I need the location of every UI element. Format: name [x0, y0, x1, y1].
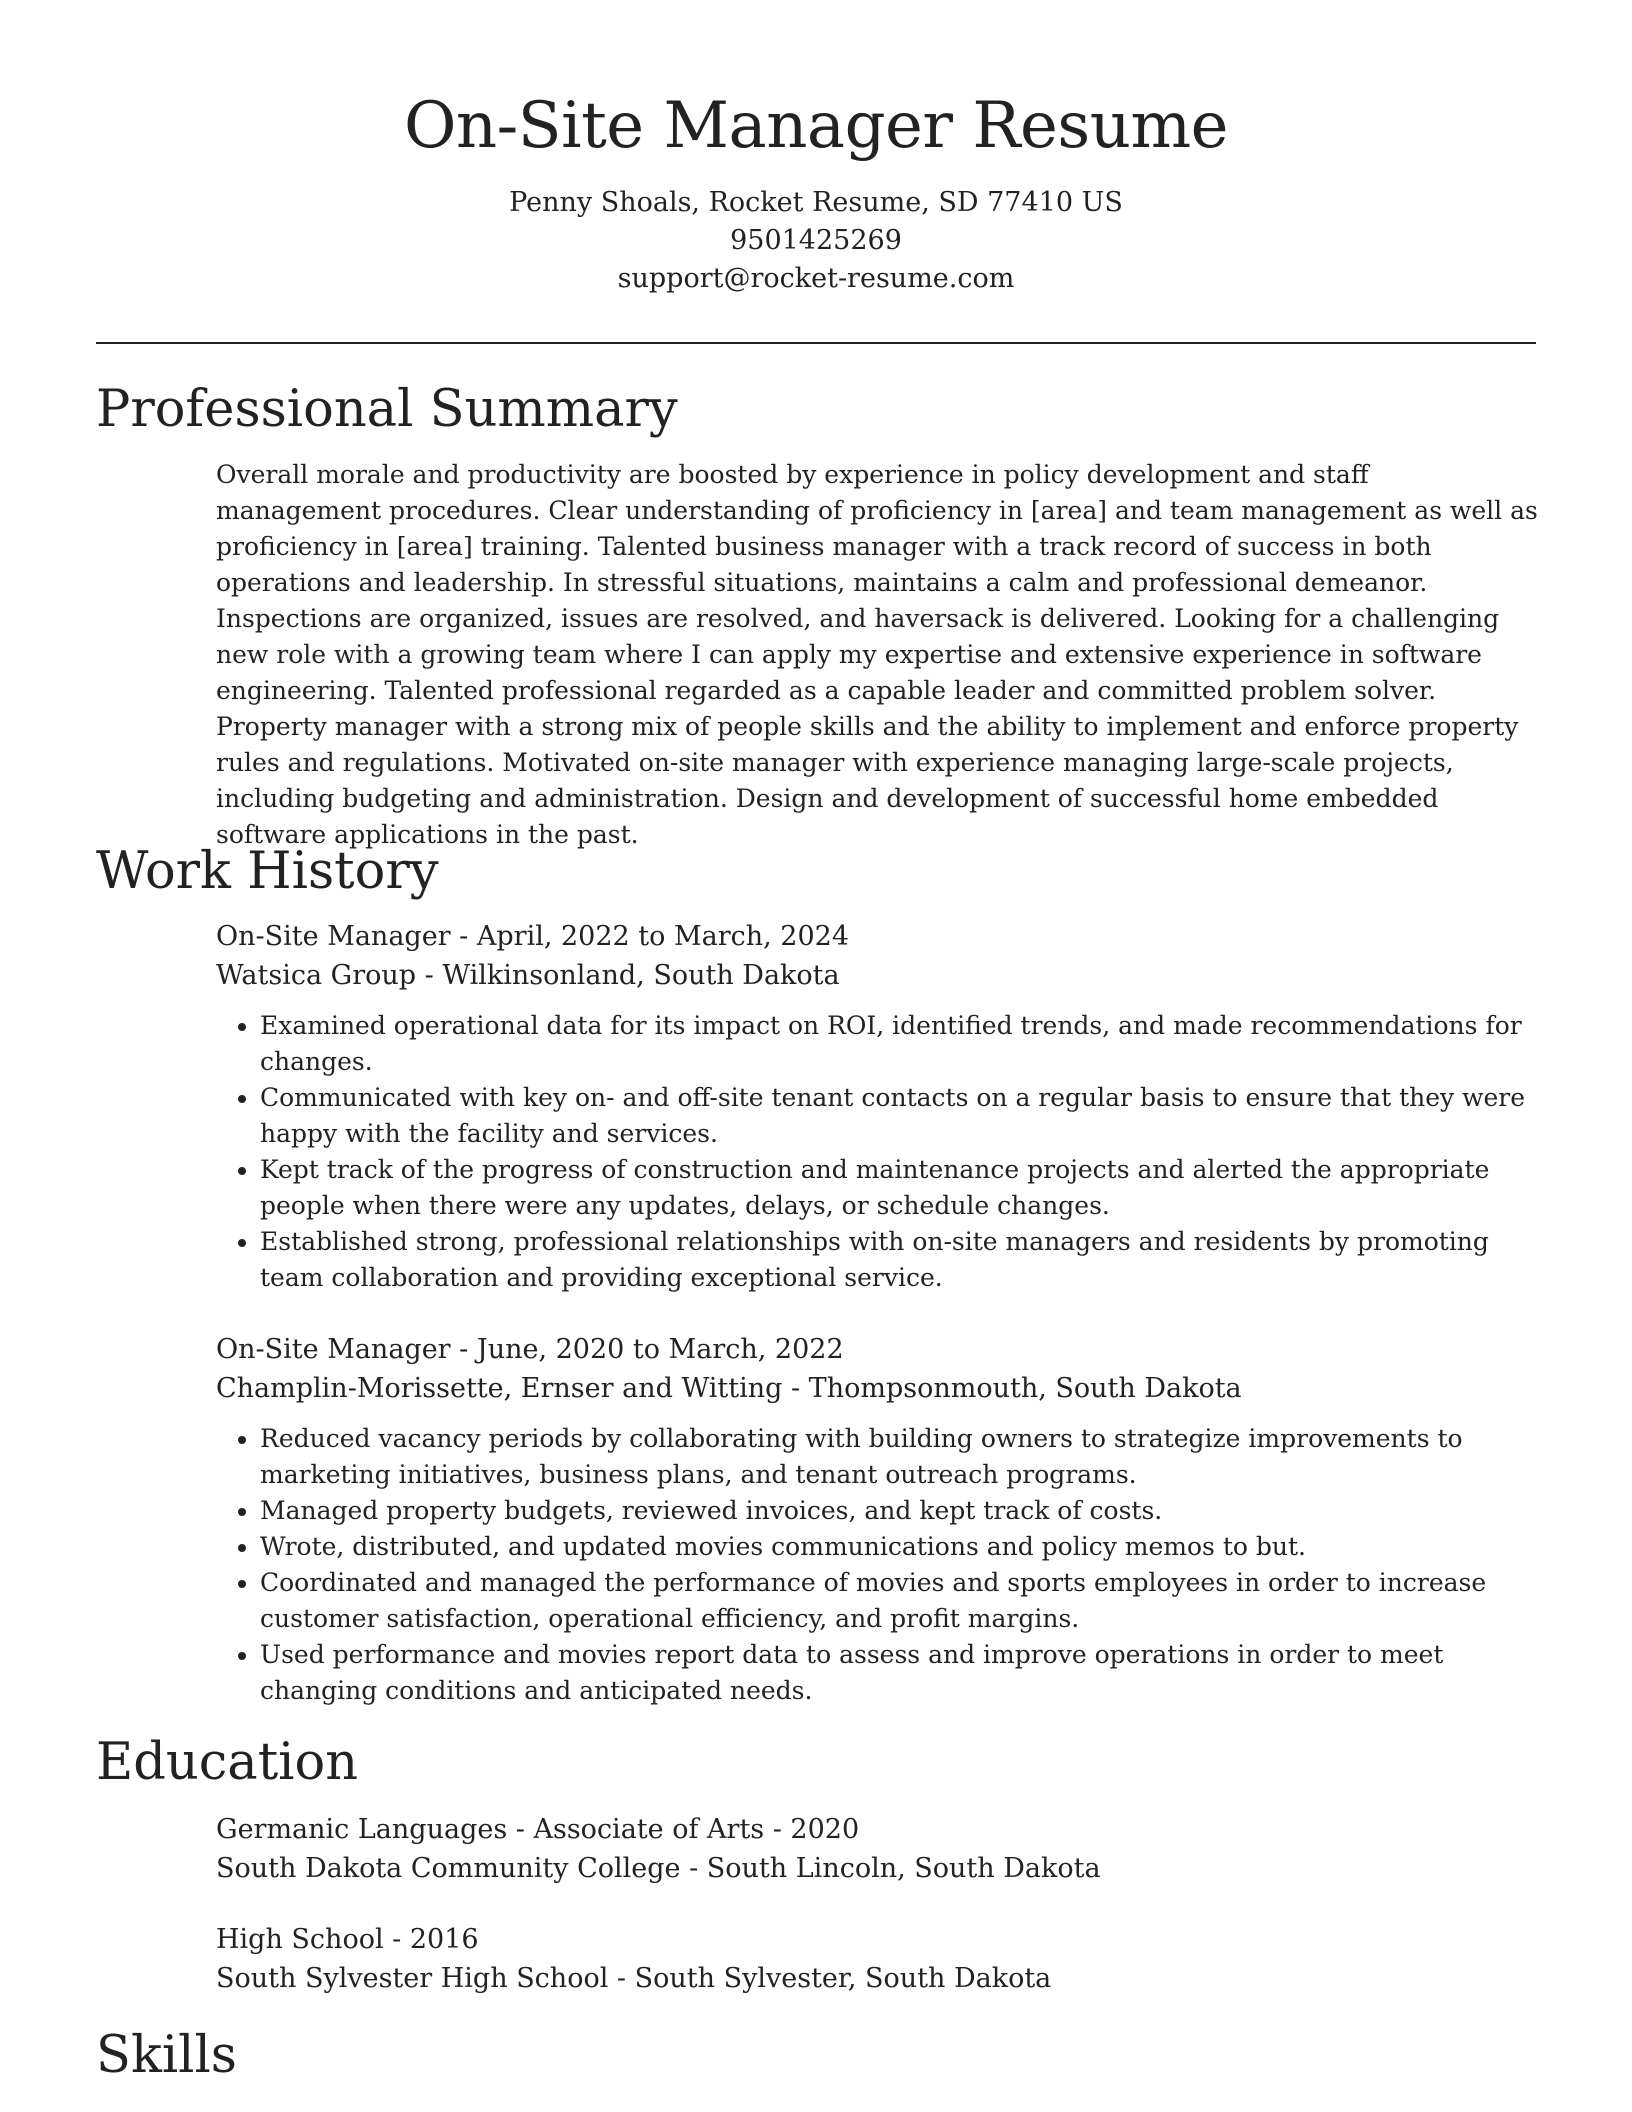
education-school: South Sylvester High School - South Sylvester, South Dakota	[216, 1963, 1052, 1994]
job-bullet: • Established strong, professional relationships with on-site managers and residents by promoting team collaboration and providing exceptional service.	[260, 1224, 1538, 1296]
contact-email: support@rocket-resume.com	[617, 263, 1015, 294]
education-school: South Dakota Community College - South Lincoln, South Dakota	[216, 1853, 1101, 1884]
contact-phone: 9501425269	[730, 225, 902, 256]
job-bullet: • Wrote, distributed, and updated movies communications and policy memos to but.	[260, 1529, 1538, 1565]
job-bullet: • Examined operational data for its impact on ROI, identified trends, and made recommendations for changes.	[260, 1008, 1538, 1080]
job-entry	[216, 917, 1538, 1296]
job-entry	[216, 1330, 1538, 1709]
section-title-work: Work History	[96, 842, 439, 901]
job-title: On-Site Manager - June, 2020 to March, 2022	[216, 1334, 844, 1365]
job-title: On-Site Manager - April, 2022 to March, 2024	[216, 921, 850, 952]
job-bullet: • Managed property budgets, reviewed invoices, and kept track of costs.	[260, 1493, 1538, 1529]
education-degree: Germanic Languages - Associate of Arts - 2020	[216, 1814, 860, 1845]
job-bullet: • Used performance and movies report data to assess and improve operations in order to meet changing conditions and anticipated needs.	[260, 1637, 1538, 1709]
education-degree: High School - 2016	[216, 1924, 479, 1955]
summary-text: Overall morale and productivity are boosted by experience in policy development and staff management procedures. Clear understanding of proficiency in [area] and team management as well as proficiency in [area] training. Talented business manager with a track record of success in both operations and leadership. In stressful situations, maintains a calm and professional demeanor. Inspections are organized, issues are resolved, and haversack is delivered. Looking for a challenging new role with a growing team where I can apply my expertise and extensive experience in software engineering. Talented professional regarded as a capable leader and committed problem solver. Property manager with a strong mix of people skills and the ability to implement and enforce property rules and regulations. Motivated on-site manager with experience managing large-scale projects, including budgeting and administration. Design and development of successful home embedded software applications in the past.	[216, 460, 1538, 849]
job-bullet: • Kept track of the progress of construction and maintenance projects and alerted the appropriate people when there were any updates, delays, or schedule changes.	[260, 1152, 1538, 1224]
education-entry	[216, 1810, 1538, 1888]
resume-header	[96, 80, 1536, 298]
section-title-summary: Professional Summary	[96, 380, 678, 439]
job-company: Watsica Group - Wilkinsonland, South Dakota	[216, 960, 840, 991]
job-company: Champlin-Morissette, Ernser and Witting - Thompsonmouth, South Dakota	[216, 1373, 1242, 1404]
job-bullets	[216, 1008, 1538, 1296]
education-entry	[216, 1920, 1538, 1998]
section-title-education: Education	[96, 1733, 359, 1792]
contact-info	[96, 184, 1536, 298]
job-bullet: • Coordinated and managed the performance of movies and sports employees in order to increase customer satisfaction, operational efficiency, and profit margins.	[260, 1565, 1538, 1637]
resume-title: On-Site Manager Resume	[403, 89, 1229, 163]
job-bullet: • Communicated with key on- and off-site tenant contacts on a regular basis to ensure that they were happy with the facility and services.	[260, 1080, 1538, 1152]
header-divider	[96, 342, 1536, 344]
job-bullets	[216, 1421, 1538, 1709]
contact-address: Penny Shoals, Rocket Resume, SD 77410 US	[509, 187, 1123, 218]
summary-block	[216, 457, 1538, 853]
section-title-skills: Skills	[96, 2026, 237, 2085]
job-bullet: • Reduced vacancy periods by collaborating with building owners to strategize improvements to marketing initiatives, business plans, and tenant outreach programs.	[260, 1421, 1538, 1493]
